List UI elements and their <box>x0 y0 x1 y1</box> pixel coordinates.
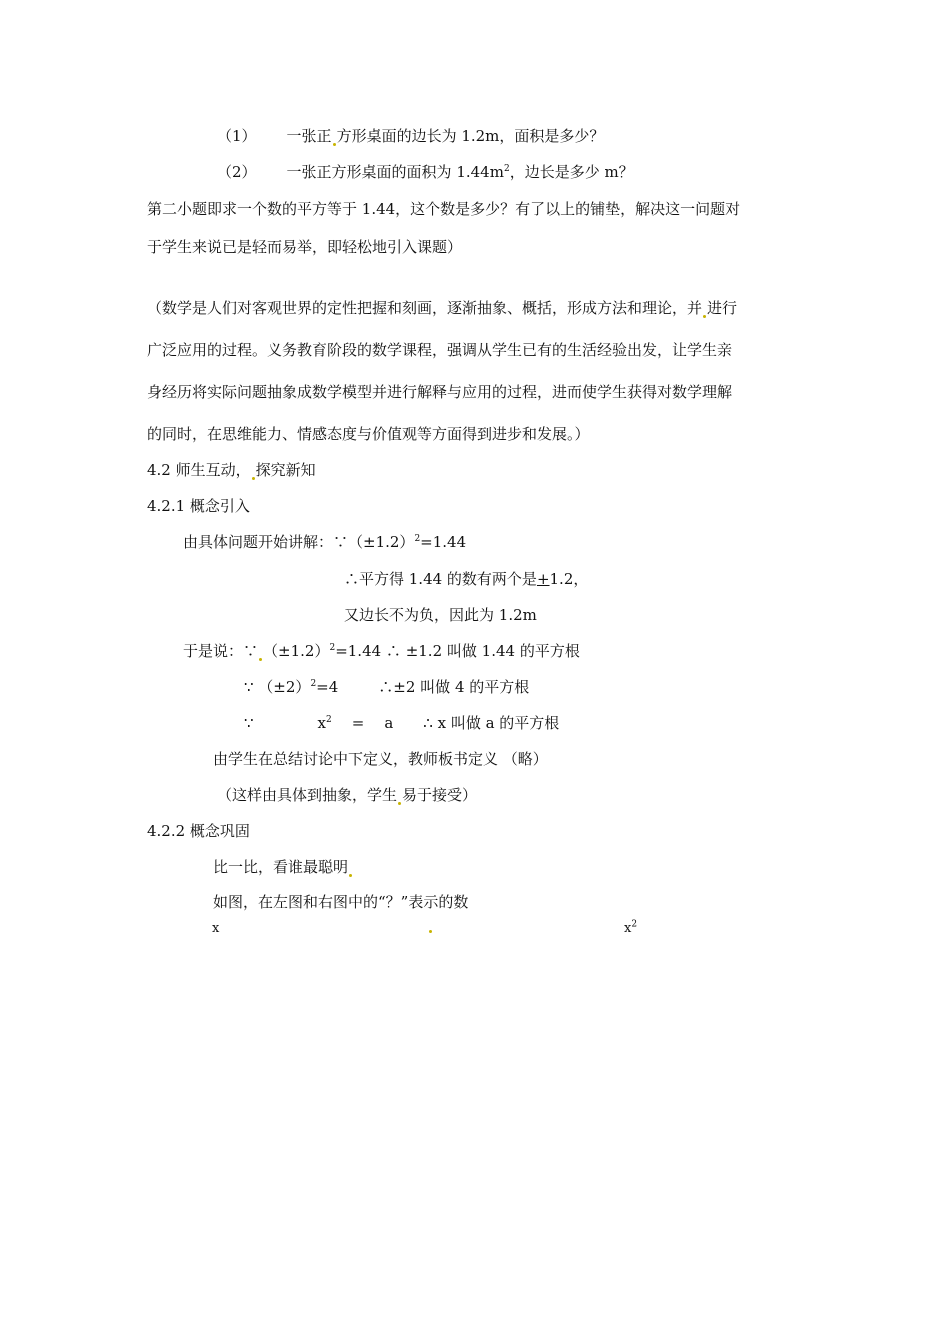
question-number: （1） <box>217 127 257 145</box>
note2-text: （数学是人们对客观世界的定性把握和刻画，逐渐抽象、概括，形成方法和理论，并 <box>147 299 703 317</box>
superscript: 2 <box>414 534 421 544</box>
marker-dot <box>398 802 401 805</box>
intro-text: =1.44 <box>420 533 467 551</box>
rule-text: （±1.2） <box>263 642 330 660</box>
note2-line: 身经历将实际问题抽象成数学模型并进行解释与应用的过程，进而使学生获得对数学理解 <box>147 383 733 401</box>
superscript: 2 <box>329 643 336 653</box>
variable-a: a <box>384 714 394 732</box>
marker-dot <box>429 930 432 933</box>
question-text: 一张正 <box>286 127 332 145</box>
question-text: ，边长是多少 m？ <box>509 163 634 181</box>
rule-line <box>244 713 559 733</box>
note2-text: 进行 <box>707 299 738 317</box>
remark-text: （这样由具体到抽象，学生 <box>217 786 398 804</box>
variable-x: x <box>624 921 632 936</box>
note2-line: 广泛应用的过程。义务教育阶段的数学课程，强调从学生已有的生活经验出发，让学生亲 <box>147 341 733 359</box>
variable-x: x <box>317 714 327 732</box>
figure-prompt: 如图，在左图和右图中的“？”表示的数 <box>213 893 469 911</box>
marker-dot <box>252 477 255 480</box>
intro-text: 由具体问题开始讲解：∵（±1.2） <box>183 533 415 551</box>
rule-text: ∵ <box>244 714 254 732</box>
subsection-heading: 4.2.1 概念引入 <box>147 497 250 515</box>
note1-line: 于学生来说已是轻而易举，即轻松地引入课题） <box>147 238 463 256</box>
question-2 <box>217 162 634 182</box>
question-text: 方形桌面的边长为 1.2m，面积是多少？ <box>336 127 605 145</box>
rule-text: ∵ （±2） <box>244 678 311 696</box>
rule-line <box>183 641 580 661</box>
note2-line: 的同时，在思维能力、情感态度与价值观等方面得到进步和发展。） <box>147 425 590 443</box>
remark-line <box>217 785 477 805</box>
superscript: 2 <box>503 164 510 174</box>
rule-text: =4 <box>316 678 339 696</box>
note2-line <box>147 298 737 318</box>
section-heading <box>147 460 316 480</box>
definition-line: 由学生在总结讨论中下定义，教师板书定义 （略） <box>213 750 548 768</box>
superscript: 2 <box>326 715 332 725</box>
marker-dot <box>259 658 262 661</box>
question-number: （2） <box>217 163 257 181</box>
subsection-heading: 4.2.2 概念巩固 <box>147 822 250 840</box>
marker-dot <box>349 874 352 877</box>
intro-line <box>183 532 466 552</box>
remark-text: 易于接受） <box>402 786 478 804</box>
rule-line <box>244 677 529 697</box>
compare-text: 比一比，看谁最聪明 <box>213 858 349 876</box>
superscript: 2 <box>631 919 638 930</box>
marker-dot <box>333 143 336 146</box>
plus-minus-sign: + <box>536 570 550 588</box>
figure-label-left: x <box>212 921 220 936</box>
superscript: 2 <box>310 679 317 689</box>
intro-line <box>344 569 588 589</box>
question-text: 一张正方形桌面的面积为 1.44m <box>286 163 504 181</box>
intro-text: 1.2， <box>549 570 589 588</box>
intro-text: ∴平方得 1.44 的数有两个是 <box>344 570 537 588</box>
rule-text: 于是说：∵ <box>183 642 259 660</box>
equals-sign: = <box>351 714 365 732</box>
intro-line: 又边长不为负，因此为 1.2m <box>344 606 537 624</box>
question-1 <box>217 126 604 146</box>
compare-line <box>213 857 353 877</box>
section-heading-text: 4.2 师生互动， <box>147 461 251 479</box>
section-heading-text: 探究新知 <box>255 461 316 479</box>
figure-label-right <box>624 919 637 939</box>
marker-dot <box>703 315 706 318</box>
note1-line: 第二小题即求一个数的平方等于 1.44，这个数是多少？有了以上的铺垫，解决这一问题对 <box>147 200 741 218</box>
rule-text: ∴ x 叫做 a 的平方根 <box>423 714 560 732</box>
rule-text: ∴±2 叫做 4 的平方根 <box>378 678 530 696</box>
rule-text: =1.44 ∴ ±1.2 叫做 1.44 的平方根 <box>335 642 580 660</box>
